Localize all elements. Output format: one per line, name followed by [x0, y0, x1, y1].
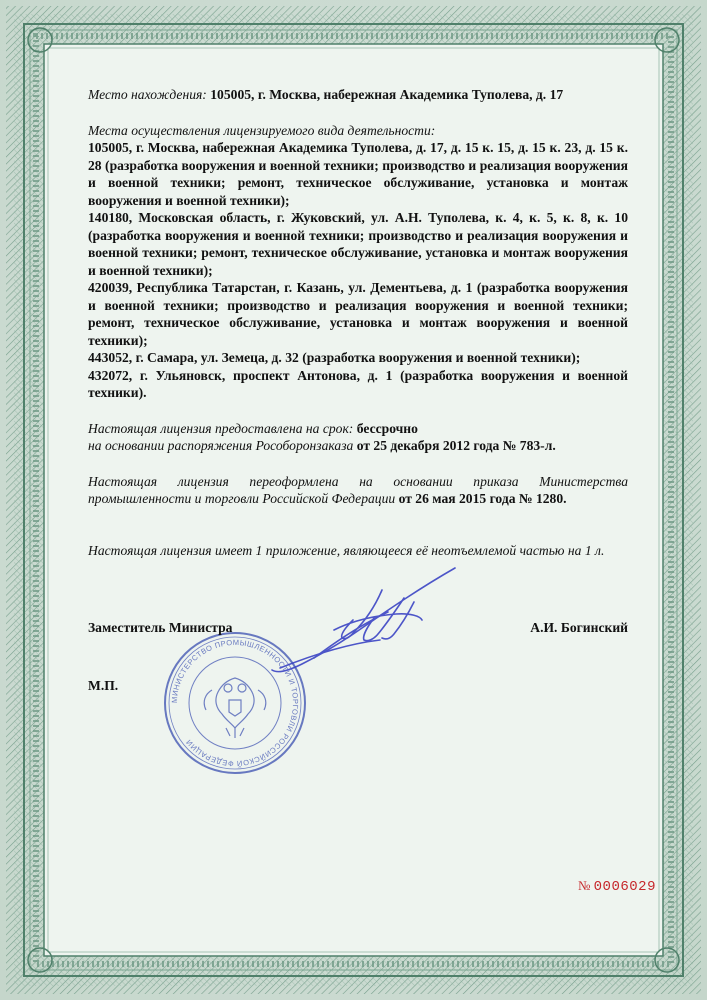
signatory-position: Заместитель Министра: [88, 620, 233, 635]
location-value: 105005, г. Москва, набережная Академика Туполева, д. 17: [210, 87, 564, 102]
seal-text: МИНИСТЕРСТВО ПРОМЫШЛЕННОСТИ И ТОРГОВЛИ РОССИЙСКОЙ ФЕДЕРАЦИИ: [169, 637, 301, 769]
eagle-emblem-icon: [204, 678, 266, 738]
term-basis-value: от 25 декабря 2012 года № 783-л.: [356, 438, 556, 453]
term-basis-label: на основании распоряжения Рособоронзаказа: [88, 438, 354, 453]
serial-value: 0006029: [593, 879, 656, 895]
term-value: бессрочно: [356, 420, 418, 436]
term-paragraph: [88, 420, 628, 455]
activity-place-item: 432072, г. Ульяновск, проспект Антонова, д. 1 (разработка вооружения и военной техники).: [88, 367, 628, 400]
activity-place-item: 420039, Республика Татарстан, г. Казань, ул. Дементьева, д. 1 (разработка вооружения и военной техники; производство и реализация вооружения и военной техники; ремонт, техническое обслуживание, установка и монтаж вооружения и военной техники);: [88, 280, 628, 348]
term-label: Настоящая лицензия предоставлена на срок:: [88, 420, 354, 436]
reissue-value: от 26 мая 2015 года № 1280.: [398, 491, 567, 506]
location-label: Место нахождения:: [88, 87, 207, 102]
activity-place-item: 105005, г. Москва, набережная Академика Туполева, д. 17, д. 15 к. 15, д. 15 к. 23, д. 15 к. 28 (разработка вооружения и военной техники; производство и реализация вооружения и военной техники; ремонт, техническое обслуживание, установка и монтаж вооружения и военной техники);: [88, 140, 628, 208]
serial-number: [578, 878, 656, 895]
activity-place-item: 443052, г. Самара, ул. Земеца, д. 32 (разработка вооружения и военной техники);: [88, 350, 581, 365]
handwritten-signature: [250, 560, 470, 680]
appendix-paragraph: Настоящая лицензия имеет 1 приложение, являющееся её неотъемлемой частью на 1 л.: [88, 542, 605, 558]
activity-places-block: [88, 122, 628, 402]
signatory-name: А.И. Богинский: [530, 620, 628, 635]
location-paragraph: [88, 86, 628, 104]
serial-prefix: №: [578, 878, 591, 893]
reissue-paragraph: [88, 473, 628, 508]
license-body: [88, 86, 628, 577]
reissue-label: Настоящая лицензия переоформлена на основании приказа Министерства промышленности и торговли Российской Федерации: [88, 473, 628, 506]
stamp-place-label: М.П.: [88, 678, 119, 693]
activity-place-item: 140180, Московская область, г. Жуковский, ул. А.Н. Туполева, к. 4, к. 5, к. 8, к. 10 (разработка вооружения и военной техники; производство и реализация вооружения и военной техники; ремонт, техническое обслуживание, установка и монтаж вооружения и военной техники);: [88, 210, 628, 278]
activity-places-label: Места осуществления лицензируемого вида деятельности:: [88, 122, 436, 138]
